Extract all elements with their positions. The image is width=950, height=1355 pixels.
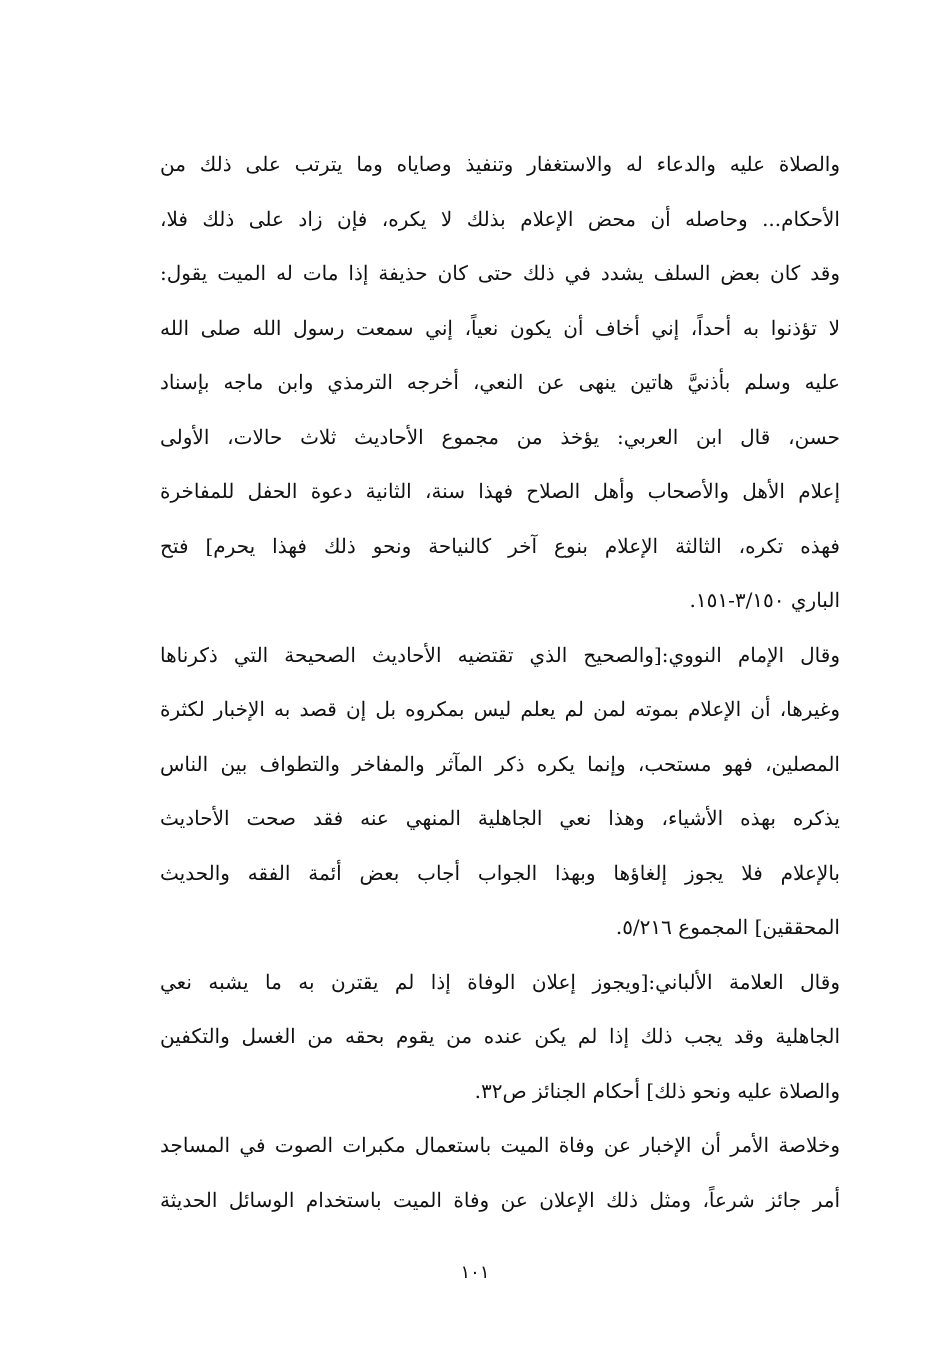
text-line-11: وغيرها، أن الإعلام بموته لمن لم يعلم ليس بمكروه بل إن قصد به الإخبار لكثرة: [160, 697, 840, 721]
text-line-1: والصلاة عليه والدعاء له والاستغفار وتنفيذ وصاياه وما يترتب على ذلك من: [160, 152, 840, 176]
text-line-12: المصلين، فهو مستحب، وإنما يكره ذكر المآثر والمفاخر والتطواف بين الناس: [160, 751, 840, 776]
text-line-5: عليه وسلم بأذنيَّ هاتين ينهى عن النعي، أخرجه الترمذي وابن ماجه بإسناد: [160, 370, 840, 394]
text-line-13: يذكره بهذه الأشياء، وهذا نعي الجاهلية المنهي عنه فقد صحت الأحاديث: [160, 806, 840, 830]
text-line-8: فهذه تكره، الثالثة الإعلام بنوع آخر كالنياحة ونحو ذلك فهذا يحرم] فتح: [160, 533, 840, 558]
text-line-15: المحققين] المجموع ٥/٢١٦.: [615, 915, 840, 939]
text-line-6: حسن، قال ابن العربي: يؤخذ من مجموع الأحاديث ثلاث حالات، الأولى: [160, 424, 840, 449]
text-line-16: وقال العلامة الألباني:[ويجوز إعلان الوفاة إذا لم يقترن به ما يشبه نعي: [160, 969, 840, 994]
text-line-9: الباري ٣/١٥٠-١٥١.: [689, 588, 840, 612]
body-text: [160, 140, 840, 1230]
text-line-20: أمر جائز شرعاً، ومثل ذلك الإعلان عن وفاة الميت باستخدام الوسائل الحديثة: [160, 1187, 840, 1212]
text-line-7: إعلام الأهل والأصحاب وأهل الصلاح فهذا سنة، الثانية دعوة الحفل للمفاخرة: [160, 479, 840, 503]
text-line-18: والصلاة عليه ونحو ذلك] أحكام الجنائز ص٣٢.: [474, 1078, 840, 1103]
page-number: ١٠١: [460, 1262, 490, 1283]
text-line-14: بالإعلام فلا يجوز إلغاؤها وبهذا الجواب أجاب بعض أئمة الفقه والحديث: [160, 860, 840, 885]
text-line-17: الجاهلية وقد يجب ذلك إذا لم يكن عنده من يقوم بحقه من الغسل والتكفين: [160, 1024, 840, 1048]
text-line-4: لا تؤذنوا به أحداً، إني أخاف أن يكون نعياً، إني سمعت رسول الله صلى الله: [160, 315, 840, 340]
text-line-10: وقال الإمام النووي:[والصحيح الذي تقتضيه الأحاديث الصحيحة التي ذكرناها: [160, 642, 840, 667]
text-line-3: وقد كان بعض السلف يشدد في ذلك حتى كان حذيفة إذا مات له الميت يقول:: [160, 261, 840, 285]
text-line-19: وخلاصة الأمر أن الإخبار عن وفاة الميت باستعمال مكبرات الصوت في المساجد: [160, 1133, 840, 1157]
text-line-2: الأحكام... وحاصله أن محض الإعلام بذلك لا يكره، فإن زاد على ذلك فلا،: [160, 206, 840, 231]
